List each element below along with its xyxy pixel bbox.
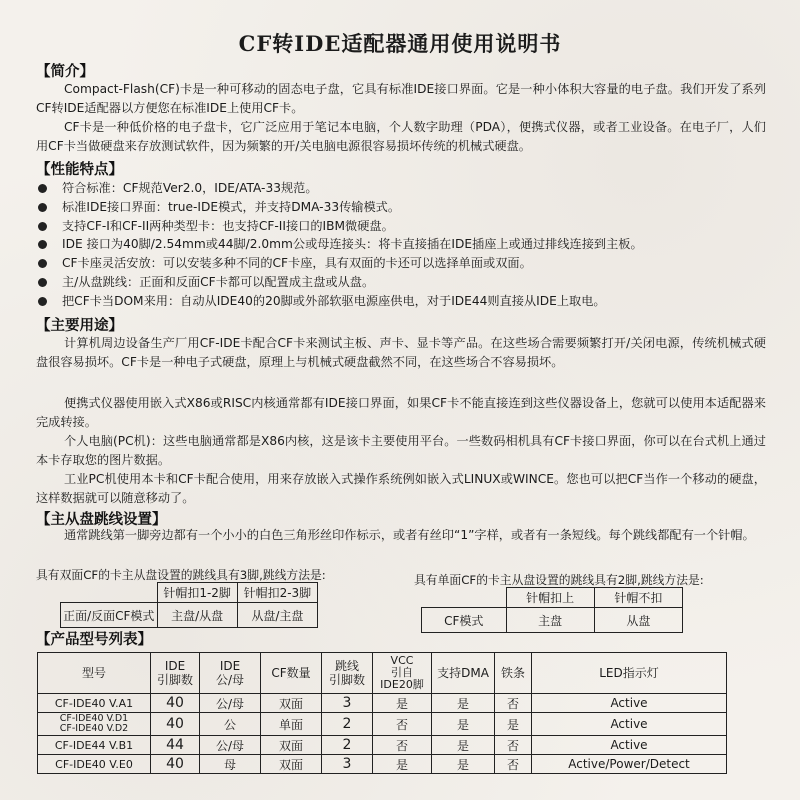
table-header: 铁条: [495, 653, 532, 694]
section-heading-models: 【产品型号列表】: [36, 632, 152, 648]
led-cell: Active: [532, 713, 727, 736]
table-cell: 主盘/从盘: [157, 603, 237, 628]
model-cell: CF-IDE40 V.D1 CF-IDE40 V.D2: [38, 713, 151, 736]
product-table: [37, 652, 727, 774]
table-cell: 公: [200, 713, 261, 736]
table-row: [38, 736, 727, 755]
table-cell: 是: [432, 713, 495, 736]
jumper-table-single: [421, 587, 683, 633]
intro-paragraph-1: Compact-Flash(CF)卡是一种可移动的固态电子盘，它具有标准IDE接口界面。它是一种小体积大容量的电子盘。我们开发了系列CF转IDE适配器以方便您在标准IDE上使用CF卡。: [36, 82, 766, 115]
table-row: [38, 694, 727, 713]
section-heading-uses: 【主要用途】: [36, 318, 123, 334]
table-cell: 40: [151, 713, 200, 736]
jumper-table-double: [60, 582, 318, 628]
table-cell: 是: [373, 755, 432, 774]
feature-item: [36, 217, 776, 236]
table-cell: 公/母: [200, 736, 261, 755]
page-title: CF转IDE适配器通用使用说明书: [238, 31, 562, 56]
table-cell: 双面: [261, 755, 322, 774]
table-cell: 是: [495, 713, 532, 736]
led-cell: Active/Power/Detect: [532, 755, 727, 774]
table-cell: 2: [322, 736, 373, 755]
table-header: 针帽扣1-2脚: [157, 583, 237, 603]
table-cell: 双面: [261, 736, 322, 755]
table-cell: 40: [151, 755, 200, 774]
table-cell: 否: [495, 694, 532, 713]
jumper-caption-double: 具有双面CF的卡主从盘设置的跳线具有3脚,跳线方法是:: [36, 568, 326, 582]
uses-paragraph-3: 个人电脑(PC机)：这些电脑通常都是X86内核，这是该卡主要使用平台。一些数码相机具有CF卡接口界面，你可以在台式机上通过本卡存取您的图片数据。: [36, 434, 766, 467]
feature-text: CF卡座灵活安放：可以安装多种不同的CF卡座，具有双面的卡还可以选择单面或双面。: [62, 256, 532, 271]
table-cell: 公/母: [200, 694, 261, 713]
bullet-icon: [38, 184, 47, 193]
table-cell: 否: [373, 736, 432, 755]
section-heading-intro: 【简介】: [36, 64, 94, 80]
model-cell: CF-IDE44 V.B1: [38, 736, 151, 755]
jumper-paragraph: 通常跳线第一脚旁边都有一个小小的白色三角形丝印作标示，或者有丝印“1”字样，或者有一条短线。每个跳线都配有一个针帽。: [64, 528, 755, 542]
feature-list: [36, 179, 776, 311]
table-header: LED指示灯: [532, 653, 727, 694]
bullet-icon: [38, 203, 47, 212]
table-cell: 是: [432, 755, 495, 774]
table-cell: 否: [495, 736, 532, 755]
table-header: 支持DMA: [432, 653, 495, 694]
table-cell: 是: [432, 694, 495, 713]
table-header: 跳线 引脚数: [322, 653, 373, 694]
table-cell: 否: [373, 713, 432, 736]
jumper-caption-single: 具有单面CF的卡主从盘设置的跳线具有2脚,跳线方法是:: [414, 573, 704, 587]
table-cell: 是: [432, 736, 495, 755]
table-cell: 单面: [261, 713, 322, 736]
section-heading-jumper: 【主从盘跳线设置】: [36, 512, 167, 528]
table-cell: 否: [495, 755, 532, 774]
feature-item: [36, 179, 776, 198]
table-cell: 双面: [261, 694, 322, 713]
feature-item: [36, 254, 776, 273]
feature-text: 支持CF-I和CF-II两种类型卡：也支持CF-II接口的IBM微硬盘。: [62, 218, 394, 233]
table-header: IDE 引脚数: [151, 653, 200, 694]
section-heading-features: 【性能特点】: [36, 162, 123, 178]
table-header: VCC 引自 IDE20脚: [373, 653, 432, 694]
table-cell: 是: [373, 694, 432, 713]
feature-text: 主/从盘跳线：正面和反面CF卡都可以配置成主盘或从盘。: [62, 274, 375, 289]
table-cell: 2: [322, 713, 373, 736]
bullet-icon: [38, 278, 47, 287]
model-cell: CF-IDE40 V.A1: [38, 694, 151, 713]
empty-cell: [422, 588, 507, 608]
table-header: 针帽扣2-3脚: [237, 583, 317, 603]
table-row: [38, 713, 727, 736]
table-cell: 44: [151, 736, 200, 755]
row-label: 正面/反面CF模式: [61, 603, 158, 628]
feature-item: [36, 198, 776, 217]
table-cell: 母: [200, 755, 261, 774]
feature-item: [36, 273, 776, 292]
table-header: 型号: [38, 653, 151, 694]
feature-item: [36, 235, 776, 254]
uses-paragraph-1: 计算机周边设备生产厂用CF-IDE卡配合CF卡来测试主板、声卡、显卡等产品。在这些场合需要频繁打开/关闭电源，传统机械式硬盘很容易损坏。CF卡是一种电子式硬盘，原理上与机械式硬盘截然不同，在这些场合不容易损坏。: [36, 336, 766, 369]
table-row: [38, 755, 727, 774]
uses-paragraph-4: 工业PC机使用本卡和CF卡配合使用，用来存放嵌入式操作系统例如嵌入式LINUX或WINCE。您也可以把CF当作一个移动的硬盘，这样数据就可以随意移动了。: [36, 472, 766, 505]
bullet-icon: [38, 240, 47, 249]
table-cell: 40: [151, 694, 200, 713]
uses-paragraph-2: 便携式仪器使用嵌入式X86或RISC内核通常都有IDE接口界面，如果CF卡不能直接连到这些仪器设备上，您就可以使用本适配器来完成转接。: [36, 396, 766, 429]
table-cell: 主盘: [506, 608, 594, 633]
table-header: IDE 公/母: [200, 653, 261, 694]
table-cell: 3: [322, 755, 373, 774]
feature-text: 符合标准：CF规范Ver2.0，IDE/ATA-33规范。: [62, 181, 318, 195]
feature-text: 把CF卡当DOM来用：自动从IDE40的20脚或外部软驱电源座供电，对于IDE44则直接从IDE上取电。: [62, 293, 606, 308]
feature-text: 标准IDE接口界面：true-IDE模式，并支持DMA-33传输模式。: [62, 199, 401, 214]
led-cell: Active: [532, 736, 727, 755]
table-cell: 3: [322, 694, 373, 713]
table-header: 针帽扣上: [506, 588, 594, 608]
model-cell: CF-IDE40 V.E0: [38, 755, 151, 774]
empty-cell: [61, 583, 158, 603]
table-cell: 从盘/主盘: [237, 603, 317, 628]
intro-paragraph-2: CF卡是一种低价格的电子盘卡，它广泛应用于笔记本电脑，个人数字助理（PDA），便携式仪器，或者工业设备。在电子厂，人们用CF卡当做硬盘来存放测试软件，因为频繁的开/关电脑电源很容易损坏传统的机械式硬盘。: [36, 120, 766, 153]
feature-text: IDE 接口为40脚/2.54mm或44脚/2.0mm公或母连接头：将卡直接插在IDE插座上或通过排线连接到主板。: [62, 237, 643, 252]
feature-item: [36, 292, 776, 311]
bullet-icon: [38, 222, 47, 231]
bullet-icon: [38, 259, 47, 268]
led-cell: Active: [532, 694, 727, 713]
row-label: CF模式: [422, 608, 507, 633]
table-header: 针帽不扣: [594, 588, 682, 608]
table-header: CF数量: [261, 653, 322, 694]
table-cell: 从盘: [594, 608, 682, 633]
bullet-icon: [38, 297, 47, 306]
